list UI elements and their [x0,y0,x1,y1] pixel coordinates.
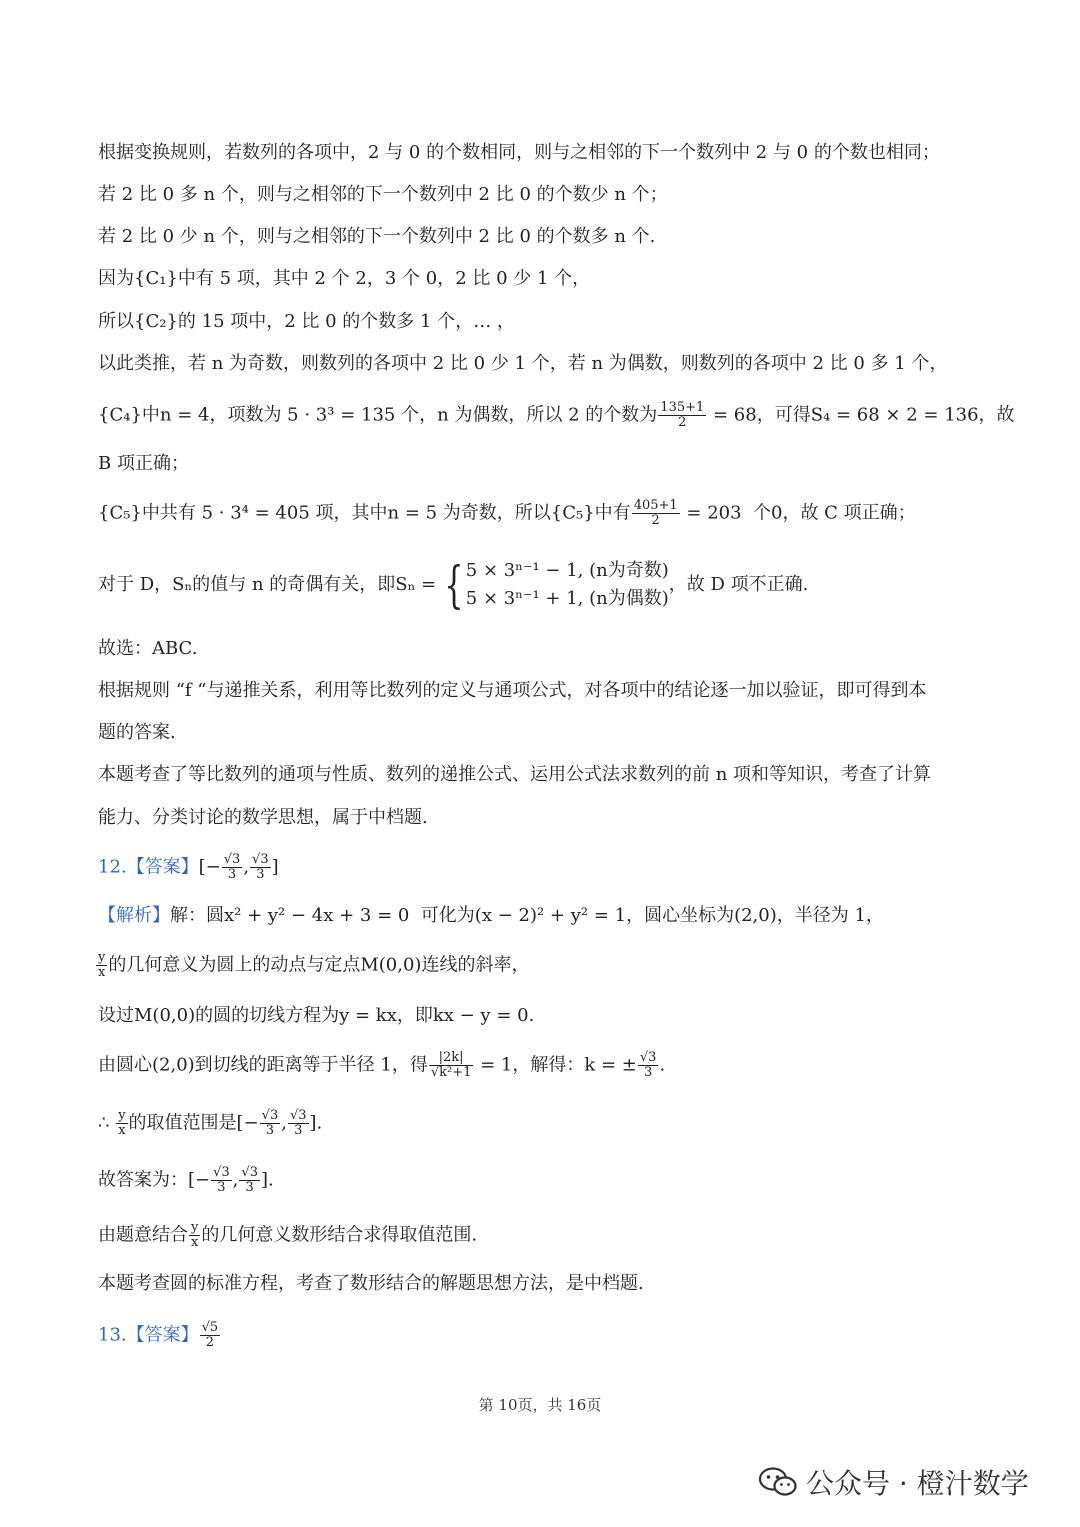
fraction: $\frac{√3}{3}$ [223,852,241,882]
fraction: $\frac{√3}{3}$ [289,1108,307,1138]
line-d: 对于 D，Sₙ的值与 n 的奇偶有关，即Sₙ = { 5 × 3ⁿ⁻¹ − 1, (n为奇数) 5 × 3ⁿ⁻¹ + 1, (n为偶数) ，故 D 项不正确. [98,556,809,614]
wechat-icon [758,1467,798,1497]
fraction: $\frac{|2k|}{\text{√k²+1}}$ [430,1050,472,1080]
text-line: 根据变换规则，若数列的各项中，2 与 0 的个数相同，则与之相邻的下一个数列中 2 与 0 的个数也相同； [98,142,940,163]
fraction: $\frac{√3}{3}$ [213,1165,230,1195]
cases: { 5 × 3ⁿ⁻¹ − 1, (n为奇数) 5 × 3ⁿ⁻¹ + 1, (n为偶数) [444,556,669,614]
line-answer: 故答案为：[− $\frac{√3}{3}$ , $\frac{√3}{3}$ ]. [98,1165,274,1195]
fraction: $\frac{√3}{3}$ [639,1050,657,1080]
fraction: $\frac{y}{x}$ [191,1220,199,1250]
watermark [758,1462,1029,1502]
fraction: $\frac{135+1}{2}$ [660,400,705,430]
text-line: 题的答案. [98,722,176,743]
text-line: 所以{C₂}的 15 项中，2 比 0 的个数多 1 个，… ， [98,311,515,332]
text-line: 以此类推，若 n 为奇数，则数列的各项中 2 比 0 少 1 个，若 n 为偶数，则数列的各项中 2 比 0 多 1 个， [98,353,948,374]
fraction: $\frac{√3}{3}$ [252,852,269,882]
text-line: 若 2 比 0 多 n 个，则与之相邻的下一个数列中 2 比 0 的个数少 n 个； [98,184,668,205]
q12-analysis: 【解析】解：圆x² + y² − 4x + 3 = 0 可化为(x − 2)² + y² = 1，圆心坐标为(2,0)，半径为 1， [98,905,884,926]
text-line: 若 2 比 0 少 n 个，则与之相邻的下一个数列中 2 比 0 的个数多 n 个. [98,226,656,247]
line-tangent: 设过M(0,0)的圆的切线方程为y = kx，即kx − y = 0. [98,1005,535,1026]
fraction: $\frac{y}{x}$ [118,1108,126,1138]
text-line: 因为{C₁}中有 5 项，其中 2 个 2，3 个 0，2 比 0 少 1 个， [98,268,591,289]
line-range: ∴ $\frac{y}{x}$ 的取值范围是[− $\frac{√3}{3}$ , $\frac{√3}{3}$ ]. [98,1108,323,1138]
text-line: 能力、分类讨论的数学思想，属于中档题. [98,807,428,828]
line-b-correct: B 项正确； [98,453,189,474]
line-c5: {C₅}中共有 5 · 3⁴ = 405 项，其中n = 5 为奇数，所以{C₅}中有 $\frac{405+1}{2}$ = 203 个0，故 C 项正确； [98,498,916,528]
line-yx: $\frac{y}{x}$ 的几何意义为圆上的动点与定点M(0,0)连线的斜率， [98,950,530,980]
fraction: $\frac{y}{x}$ [98,950,106,980]
page-footer: 第 10页，共 16页 [478,1396,602,1414]
fraction: $\frac{405+1}{2}$ [633,498,678,528]
fraction: $\frac{√3}{3}$ [241,1165,258,1195]
text-line: 根据规则 “f “与递推关系，利用等比数列的定义与通项公式，对各项中的结论逐一加以验证，即可得到本 [98,680,927,701]
q13-answer: 13.【答案】 $\frac{√5}{2}$ [98,1320,219,1350]
fraction: $\frac{√3}{3}$ [261,1108,279,1138]
watermark-text: 公众号 · 橙汁数学 [806,1467,1029,1500]
line-combine: 由题意结合 $\frac{y}{x}$ 的几何意义数形结合求得取值范围. [98,1220,478,1250]
text-line: 本题考查了等比数列的通项与性质、数列的递推公式、运用公式法求数列的前 n 项和等知识，考查了计算 [98,764,932,785]
left-brace: { [444,556,464,614]
text-line: 故选：ABC. [98,638,198,659]
q12-answer: 12.【答案】[− $\frac{√3}{3}$ , $\frac{√3}{3}$ ] [98,852,279,882]
line-review: 本题考查圆的标准方程，考查了数形结合的解题思想方法，是中档题. [98,1273,644,1294]
fraction: $\frac{√5}{2}$ [201,1320,219,1350]
line-distance: 由圆心(2,0)到切线的距离等于半径 1，得 $\frac{|2k|}{\text{√k²+1}}$ = 1，解得：k = ± $\frac{√3}{3}$ . [98,1050,666,1080]
line-c4: {C₄}中n = 4，项数为 5 · 3³ = 135 个，n 为偶数，所以 2 的个数为 $\frac{135+1}{2}$ = 68，可得S₄ = 68 × 2 = 136，故 [98,400,1015,430]
